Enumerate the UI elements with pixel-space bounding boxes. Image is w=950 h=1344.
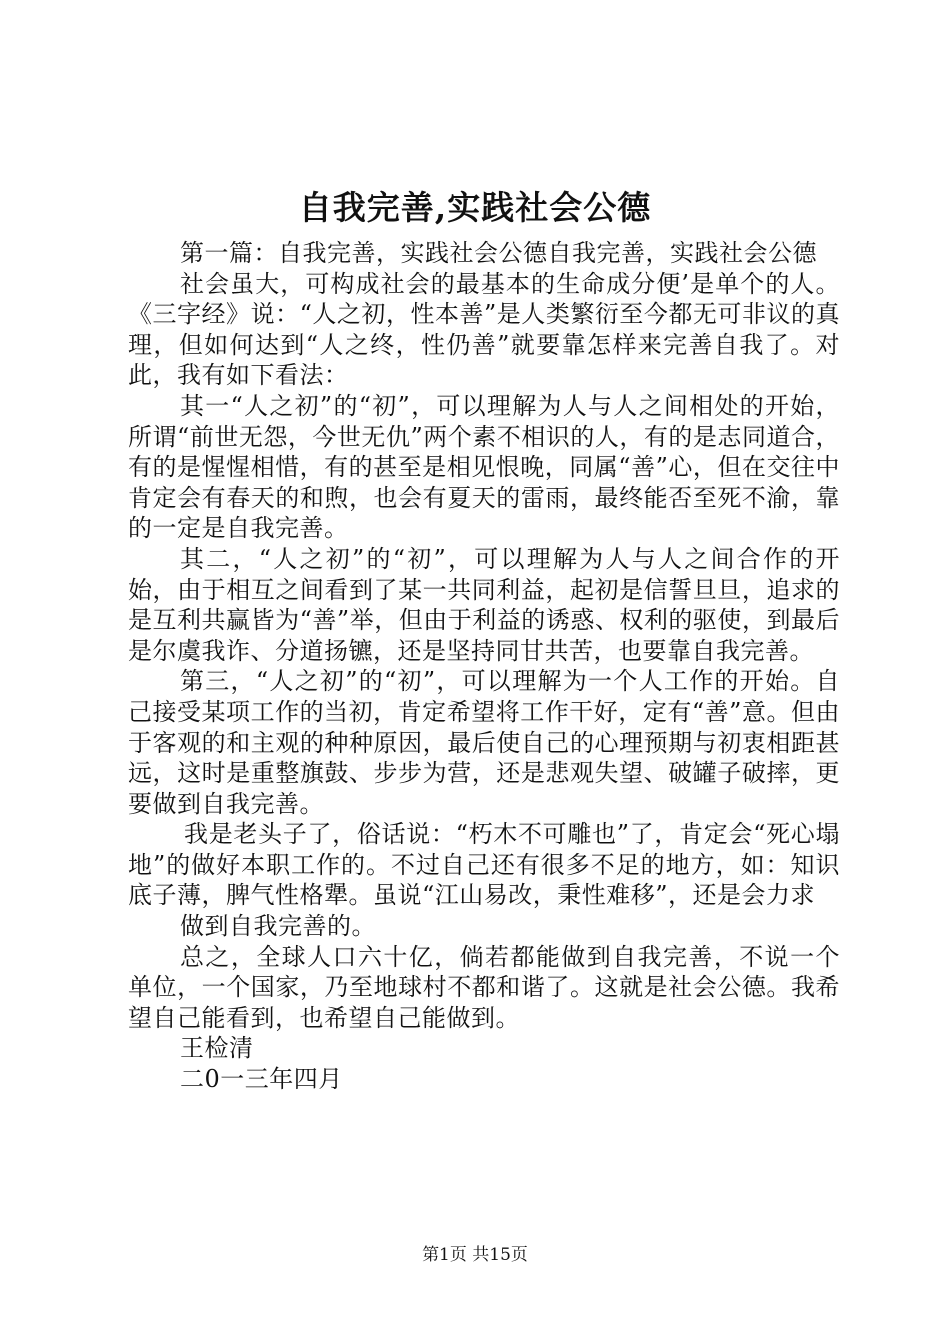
paragraph-conclusion: 总之，全球人口六十亿，倘若都能做到自我完善，不说一个单位，一个国家，乃至地球村不都和谐了。这就是社会公德。我希望自己能看到，也希望自己能做到。 bbox=[128, 942, 840, 1032]
page-indicator: 第1页 共15页 bbox=[422, 1245, 528, 1265]
paragraph-intro: 社会虽大，可构成社会的最基本的生命成分便’是单个的人。《三字经》说：“人之初，性本善”是人类繁衍至今都无可非议的真理，但如何达到“人之终，性仍善”就要靠怎样来完善自我了。对此，我有如下看法： bbox=[128, 269, 840, 390]
document-date: 二0一三年四月 bbox=[180, 1065, 343, 1094]
paragraph-point-two: 其二，“人之初”的“初”，可以理解为人与人之间合作的开始，由于相互之间看到了某一共同利益，起初是信誓旦旦，追求的是互利共赢皆为“善”举，但由于利益的诱惑、权利的驱使，到最后是尔虞我诈、分道扬镳，还是坚持同甘共苦，也要靠自我完善。 bbox=[128, 544, 840, 665]
paragraph-heading: 第一篇：自我完善，实践社会公德自我完善，实践社会公德 bbox=[180, 239, 817, 267]
paragraph-personal-continued: 做到自我完善的。 bbox=[180, 912, 376, 941]
document-title: 自我完善,实践社会公德 bbox=[298, 188, 652, 227]
document-body bbox=[128, 238, 840, 1095]
paragraph-point-three: 第三，“人之初”的“初”，可以理解为一个人工作的开始。自己接受某项工作的当初，肯定希望将工作干好，定有“善”意。但由于客观的和主观的种种原因，最后使自己的心理预期与初衷相距甚远，这时是重整旗鼓、步步为营，还是悲观失望、破罐子破摔，更要做到自我完善。 bbox=[128, 667, 840, 818]
author-signature: 王检清 bbox=[180, 1034, 254, 1063]
paragraph-personal: 我是老头子了，俗话说：“朽木不可雕也”了，肯定会“死心塌地”的做好本职工作的。不过自己还有很多不足的地方，如：知识底子薄，脾气性格犟。虽说“江山易改，秉性难移”，还是会力求 bbox=[128, 820, 840, 910]
paragraph-point-one: 其一“人之初”的“初”，可以理解为人与人之间相处的开始，所谓“前世无怨，今世无仇”两个素不相识的人，有的是志同道合，有的是惺惺相惜，有的甚至是相见恨晚，同属“善”心，但在交往中肯定会有春天的和煦，也会有夏天的雷雨，最终能否至死不渝，靠的一定是自我完善。 bbox=[128, 391, 840, 543]
